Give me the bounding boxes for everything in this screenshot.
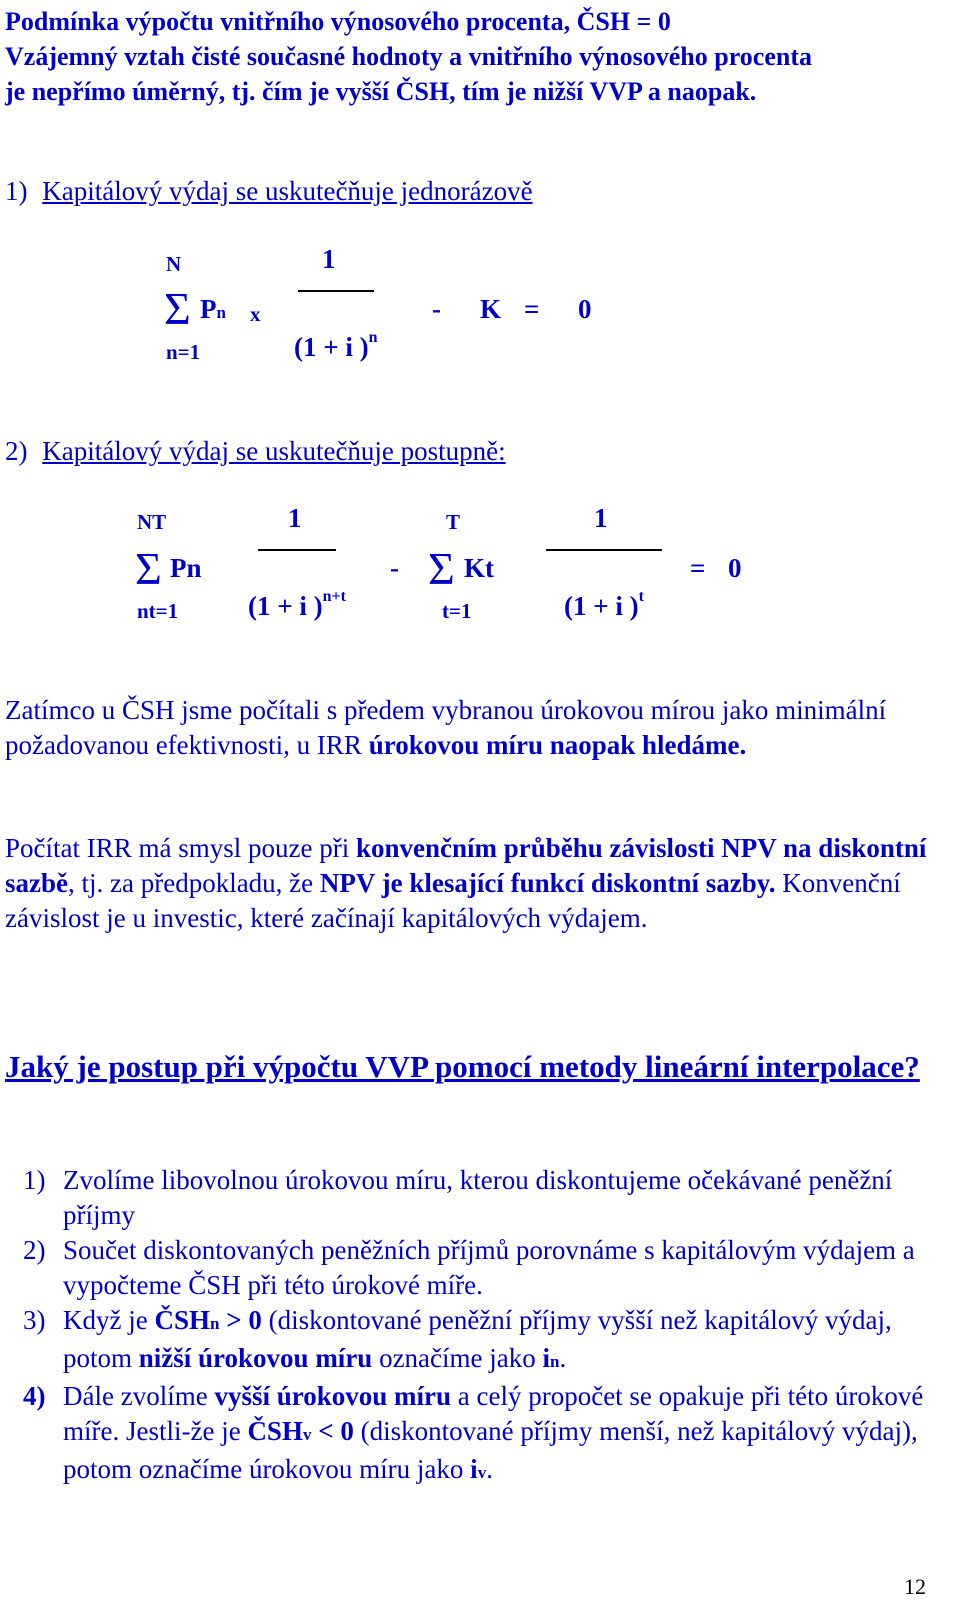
section2-heading [5, 436, 506, 467]
term-k: K [480, 294, 502, 324]
sigma2-icon: Σ [135, 543, 162, 594]
fraction3-numerator: 1 [594, 503, 608, 533]
fraction1-bar [298, 290, 374, 292]
result-zero: 0 [578, 294, 592, 324]
minus-sign-2: - [390, 553, 399, 583]
sigma1-icon: Σ [164, 283, 191, 334]
fraction2-denominator: (1 + i )$^{n+t}$ [248, 588, 346, 621]
term-pn: Pn [170, 553, 202, 583]
fraction3-denominator: (1 + i )$^t$ [564, 588, 644, 621]
equals-sign-2: = [690, 553, 706, 583]
section1-number: 1) [5, 176, 28, 206]
fraction2-bar [258, 549, 336, 551]
sum3-lower-limit: t=1 [442, 599, 472, 623]
sum2-lower-limit: nt=1 [137, 599, 179, 623]
times-sign: x [250, 302, 261, 326]
list-item: 1) Zvolíme libovolnou úrokovou míru, kterou diskontujeme očekávané peněžní příjmy [23, 1165, 893, 1230]
paragraph-csh-vs-irr: Zatímco u ČSH jsme počítali s předem vybranou úrokovou mírou jako minimální požadovanou efektivnosti, u IRR úrokovou míru naopak hledáme. [5, 695, 887, 760]
minus-sign: - [432, 294, 441, 324]
section2-title: Kapitálový výdaj se uskutečňuje postupně: [42, 436, 506, 466]
term-kt: Kt [464, 553, 494, 583]
fraction1-numerator: 1 [322, 244, 336, 274]
term-p: Pn [200, 294, 226, 324]
header-line-2: Vzájemný vztah čisté současné hodnoty a vnitřního výnosového procenta [5, 42, 812, 71]
question-heading: Jaký je postup při výpočtu VVP pomocí metody lineární interpolace? [5, 1049, 920, 1084]
sigma3-icon: Σ [428, 543, 455, 594]
sum1-upper-limit: N [166, 252, 182, 276]
fraction1-denominator: (1 + i )$^n$ [294, 329, 378, 362]
sum3-upper-limit: T [446, 510, 461, 534]
header-line-1: Podmínka výpočtu vnitřního výnosového procenta, ČSH = 0 [5, 7, 671, 36]
result-zero-2: 0 [728, 553, 742, 583]
sum2-upper-limit: NT [137, 510, 167, 534]
equals-sign: = [524, 294, 540, 324]
section2-number: 2) [5, 436, 28, 466]
list-item: 2) Součet diskontovaných peněžních příjmů porovnáme s kapitálovým výdajem a vypočteme ČSH při této úrokové míře. [23, 1235, 915, 1300]
fraction2-numerator: 1 [288, 503, 302, 533]
header-line-3: je nepřímo úměrný, tj. čím je vyšší ČSH, tím je nižší VVP a naopak. [5, 77, 757, 106]
paragraph-conventional: Počítat IRR má smysl pouze při konvenčním průběhu závislosti NPV na diskontní sazbě, tj. za předpokladu, že NPV je klesající funkcí diskontní sazby. Konvenční závislost je u investic, které začínají kapitálových výdajem. [5, 833, 927, 933]
section1-heading [5, 176, 533, 207]
fraction3-bar [546, 549, 662, 551]
list-item: 4) Dále zvolíme vyšší úrokovou míru a celý propočet se opakuje při této úrokové míře. Jestli-že je ČSHv < 0 (diskontované příjmy menší, než kapitálový výdaj), potom označíme úrokovou míru jako iv. [23, 1381, 924, 1484]
list-item: 3) Když je ČSHn > 0 (diskontované peněžní příjmy vyšší než kapitálový výdaj, potom nižší úrokovou míru označíme jako in. [23, 1305, 892, 1373]
page-number: 12 [904, 1574, 926, 1599]
steps-list [5, 1163, 940, 1490]
section1-title: Kapitálový výdaj se uskutečňuje jednorázově [42, 176, 533, 206]
sum1-lower-limit: n=1 [166, 340, 201, 364]
